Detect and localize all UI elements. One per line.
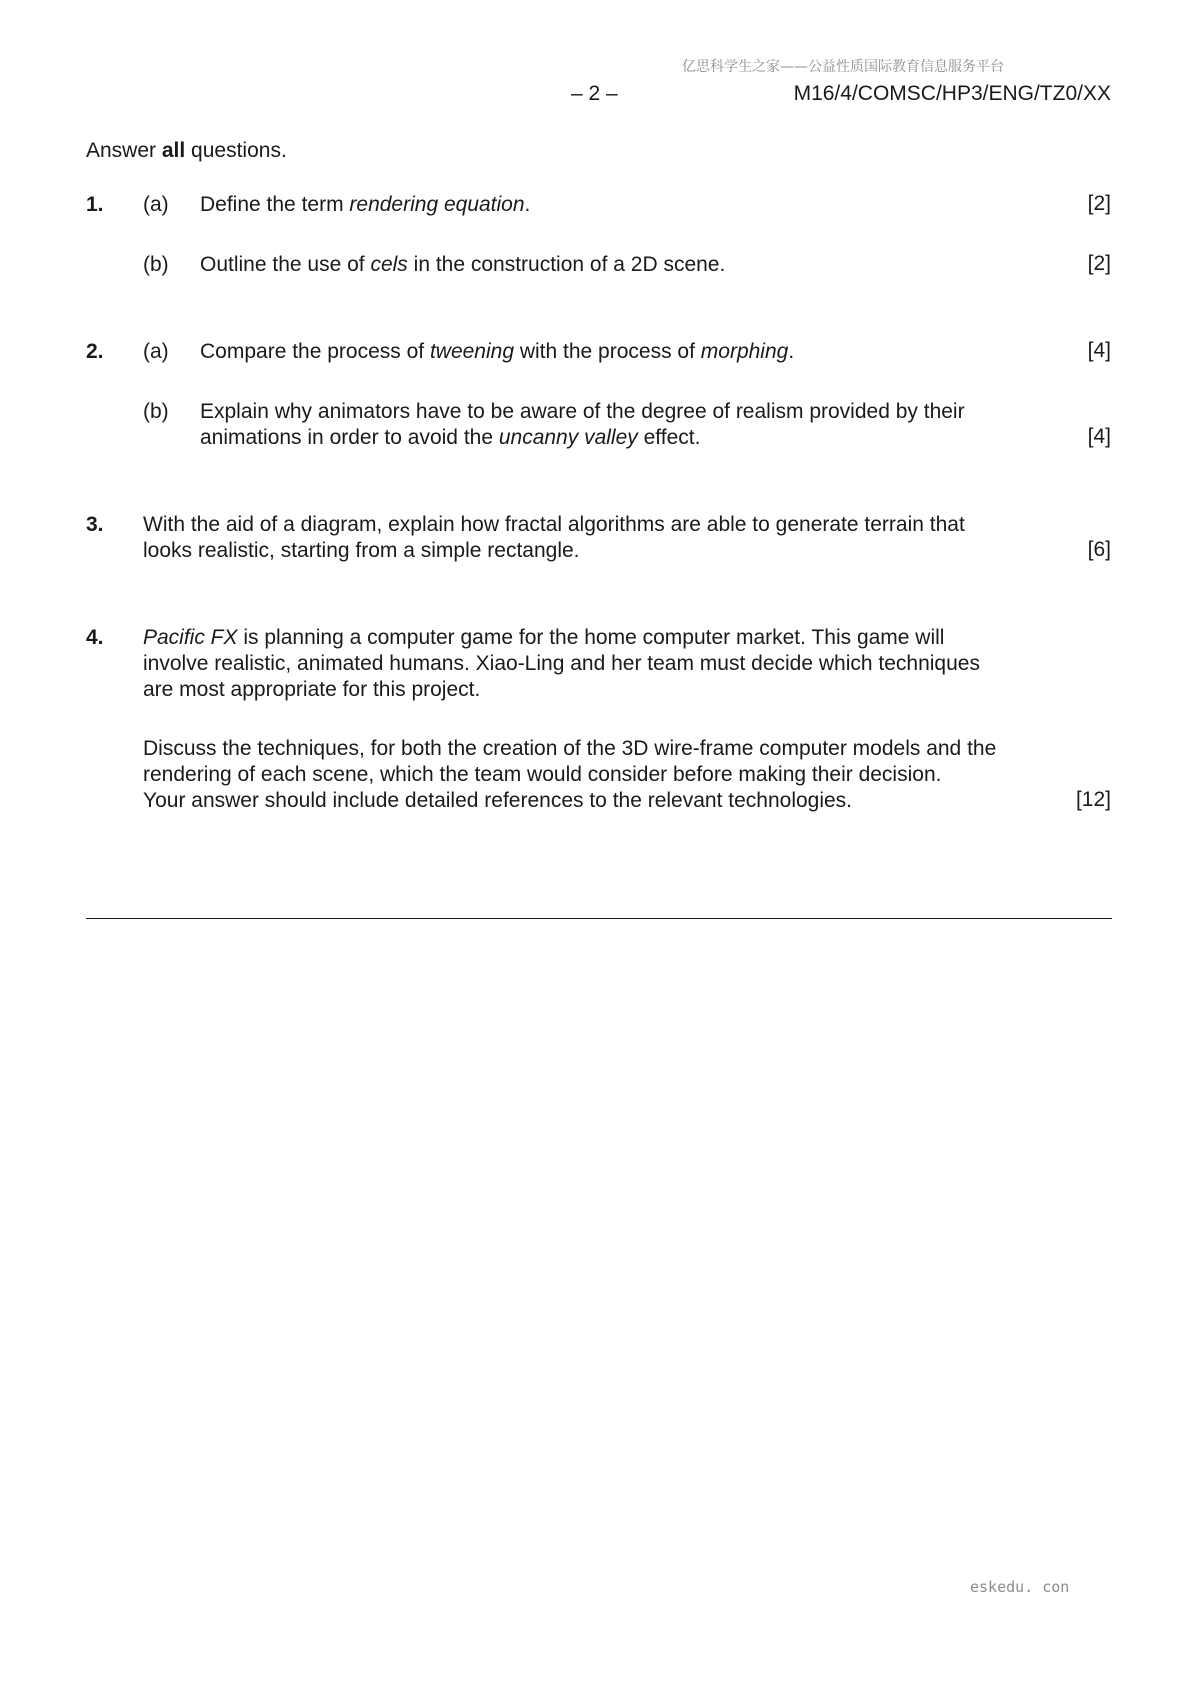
footer-watermark: eskedu. con [970, 1578, 1070, 1596]
instruction-pre: Answer [86, 139, 162, 162]
question-4-p2-line-2: rendering of each scene, which the team would consider before making their decision. [143, 763, 942, 786]
question-1b-text-post: in the construction of a 2D scene. [407, 253, 726, 276]
question-2b-line-2-pre: animations in order to avoid the [200, 426, 499, 449]
instructions [86, 139, 287, 163]
question-4-number: 4. [86, 626, 104, 649]
question-1a-marks: [2] [1087, 192, 1111, 215]
question-2-number: 2. [86, 340, 104, 363]
question-1-number: 1. [86, 193, 104, 216]
instruction-post: questions. [185, 139, 287, 162]
question-1b-text-pre: Outline the use of [200, 253, 371, 276]
question-2b-line-2 [200, 425, 700, 451]
question-2a-text-pre: Compare the process of [200, 340, 430, 363]
question-3-line-1: With the aid of a diagram, explain how fractal algorithms are able to generate terrain that [143, 513, 965, 536]
question-1b-text [200, 252, 725, 278]
question-2b-label: (b) [143, 400, 169, 423]
end-rule [86, 918, 1112, 919]
page-number: – 2 – [571, 82, 618, 105]
question-3-marks: [6] [1087, 538, 1111, 561]
question-1a-text-pre: Define the term [200, 193, 350, 216]
question-2a-term-1: tweening [429, 340, 515, 363]
question-2a-term-2: morphing [700, 340, 789, 363]
company-name: Pacific FX [143, 626, 238, 649]
question-2a-text-mid: with the process of [514, 340, 701, 363]
question-2a-text [200, 339, 794, 365]
question-4-p2-line-1: Discuss the techniques, for both the creation of the 3D wire-frame computer models and the [143, 737, 997, 760]
question-1a-label: (a) [143, 193, 169, 216]
question-4-p1-line-3: are most appropriate for this project. [143, 678, 481, 701]
question-2b-line-2-post: effect. [637, 426, 701, 449]
question-2a-marks: [4] [1087, 339, 1111, 362]
question-2a-text-post: . [788, 340, 795, 363]
question-1b-term: cels [370, 253, 408, 276]
question-1a-text [200, 192, 530, 218]
question-4-p1-line-1 [143, 625, 944, 651]
question-4-p1-line-2: involve realistic, animated humans. Xiao-Ling and her team must decide which techniques [143, 652, 980, 675]
question-4-p2-line-3: Your answer should include detailed references to the relevant technologies. [143, 789, 853, 812]
question-2b-marks: [4] [1087, 425, 1111, 448]
question-1b-marks: [2] [1087, 252, 1111, 275]
question-1b-label: (b) [143, 253, 169, 276]
question-2b-line-1: Explain why animators have to be aware of the degree of realism provided by their [200, 400, 965, 423]
question-4-p1-line-1-post: is planning a computer game for the home computer market. This game will [237, 626, 945, 649]
question-4-marks: [12] [1075, 788, 1111, 811]
question-1a-term: rendering equation [349, 193, 525, 216]
paper-code: M16/4/COMSC/HP3/ENG/TZ0/XX [793, 82, 1111, 105]
question-1a-text-post: . [524, 193, 531, 216]
header-watermark: 亿思科学生之家——公益性质国际教育信息服务平台 [682, 59, 1004, 75]
question-3-line-2: looks realistic, starting from a simple rectangle. [143, 539, 580, 562]
question-2b-term: uncanny valley [498, 426, 638, 449]
question-3-number: 3. [86, 513, 104, 536]
question-2a-label: (a) [143, 340, 169, 363]
instruction-bold: all [161, 139, 186, 162]
